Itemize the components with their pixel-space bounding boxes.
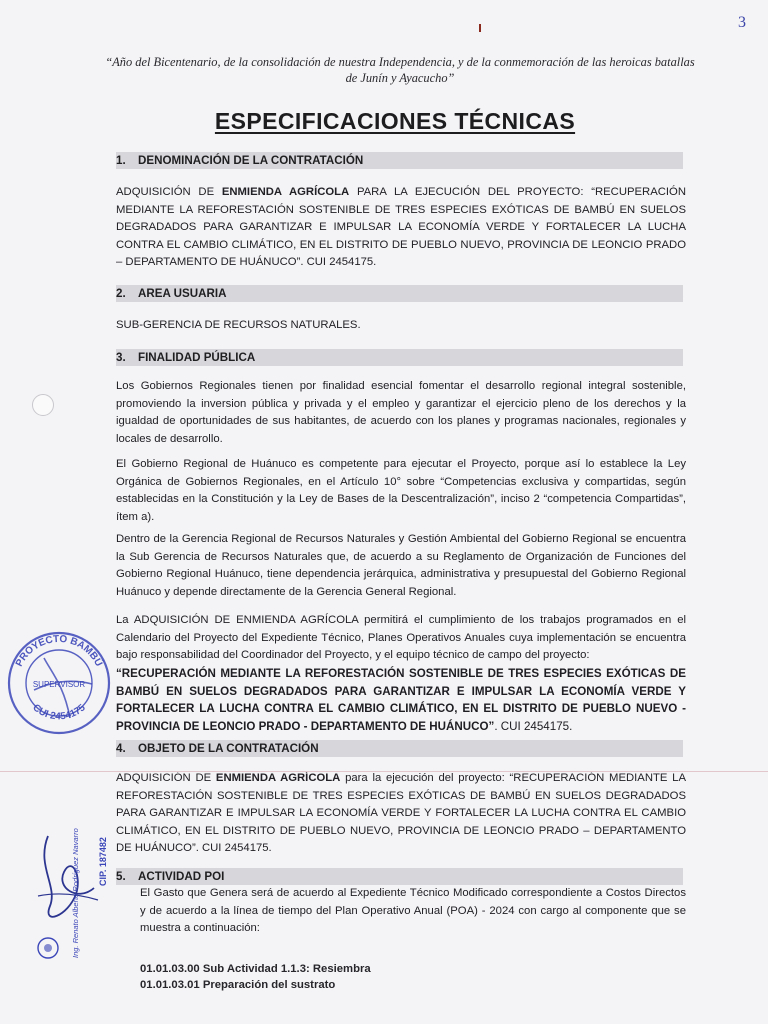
section-5-paragraph: El Gasto que Genera será de acuerdo al Expediente Técnico Modificado correspondiente a Costos Directos y de acuerdo a la línea de tiempo del Plan Operativo Anual (POA) - 2024 con cargo al componente que se muestra a continuación: xyxy=(140,887,686,935)
handwritten-page-number: 3 xyxy=(738,14,746,31)
section-number: 5. xyxy=(116,870,126,883)
svg-text:CUI 2454175 xyxy=(30,702,88,722)
section-heading-2 xyxy=(116,285,683,302)
project-name: “RECUPERACIÓN MEDIANTE LA REFORESTACIÓN SOSTENIBLE DE TRES ESPECIES EXÓTICAS DE BAMBÚ EN SUELOS DEGRADADOS PARA GARANTIZAR E IMPULSAR LA ECONOMÍA VERDE Y FORTALECER LA LUCHA CONTRA EL CAMBIO CLIMÁTICO, EN EL DISTRITO DE PUEBLO NUEVO - PROVINCIA DE LEONCIO PRADO - DEPARTAMENTO DE HUÁNUCO” xyxy=(116,667,686,733)
ink-mark xyxy=(479,24,481,32)
engineer-name: Ing. Renato Alberto Rodríguez Navarro xyxy=(71,828,80,958)
section-heading-3 xyxy=(116,349,683,366)
section-3-paragraph-1: Los Gobiernos Regionales tienen por finalidad esencial fomentar el desarrollo regional integral sostenible, promoviendo la inversion pública y privada y el empleo y garantizar el ejercicio pleno de los derechos y la igualdad de oportunidades de sus habitantes, de acuerdo con los planes y programas nacionales, regionales y locales de desarrollo. xyxy=(116,380,686,445)
section-title: ACTIVIDAD POI xyxy=(138,870,225,883)
document-title: ESPECIFICACIONES TÉCNICAS xyxy=(214,108,576,134)
stamp-ring-top: PROYECTO BAMBÚ xyxy=(13,633,105,669)
section-1-paragraph xyxy=(116,184,686,272)
budget-code-line: 01.01.03.00 Sub Actividad 1.1.3: Resiembra xyxy=(140,963,371,975)
section-number: 3. xyxy=(116,351,126,364)
budget-code-line: 01.01.03.01 Preparación del sustrato xyxy=(140,979,336,991)
engineer-signature-stamp xyxy=(28,776,120,966)
section-title: AREA USUARIA xyxy=(138,287,227,300)
project-name-bold xyxy=(116,665,686,735)
official-motto: “Año del Bicentenario, de la consolidación de nuestra Independencia, y de la conmemoración de las heroicas batallas de Junín y Ayacucho” xyxy=(105,55,695,85)
engineer-cip: CIP. 187482 xyxy=(98,837,108,886)
section-heading-4 xyxy=(116,740,683,757)
section-title: OBJETO DE LA CONTRATACIÓN xyxy=(138,742,319,755)
stamp-center-text: SUPERVISOR xyxy=(32,680,86,689)
section-3-paragraph-2: El Gobierno Regional de Huánuco es competente para ejecutar el Proyecto, porque así lo establece la Ley Orgánica de Gobiernos Regionales, en el Artículo 10° sobre “Competencias exclusiva y compartidas, según establecidas en la Constitución y la Ley de Bases de la Descentralización”, inciso 2 “competencia Compartidas”, ítem a). xyxy=(116,458,686,523)
section-heading-5 xyxy=(116,868,683,885)
project-cui: . CUI 2454175. xyxy=(494,719,573,733)
project-seal-stamp xyxy=(4,628,114,738)
text-lead: ADQUISICIÓN DE xyxy=(116,772,216,784)
section-3-paragraph-4: La ADQUISICIÓN DE ENMIENDA AGRÍCOLA permitirá el cumplimiento de los trabajos programados en el Calendario del Proyecto del Expediente Técnico, Planes Operativos Anuales cuya implementación se encuentra bajo responsabilidad del Coordinador del Proyecto, y el equipo técnico de campo del proyecto: xyxy=(116,614,686,662)
section-title: DENOMINACIÓN DE LA CONTRATACIÓN xyxy=(138,154,364,167)
section-4-paragraph xyxy=(116,770,686,858)
section-number: 4. xyxy=(116,742,126,755)
section-title: FINALIDAD PÚBLICA xyxy=(138,351,256,364)
stamp-ring-bottom: CUI 2454175 xyxy=(30,702,88,723)
section-3-paragraph-3: Dentro de la Gerencia Regional de Recursos Naturales y Gestión Ambiental del Gobierno Regional se encuentra la Sub Gerencia de Recursos Naturales que, de acuerdo a su Reglamento de Organización de Funciones del Gobierno Regional Huánuco, tiene dependencia jerárquica, administrativa y presupuestal del Gobierno Regional Huánuco y depende directamente de la Gerencia General Regional. xyxy=(116,533,686,598)
text-rest: para la ejecución del proyecto: “RECUPERACIÓN MEDIANTE LA REFORESTACIÓN SOSTENIBLE DE TRES ESPECIES EXÓTICAS DE BAMBÚ EN SUELOS DEGRADADOS PARA GARANTIZAR E IMPULSAR LA ECONOMÍA VERDE Y FORTALECER LA LUCHA CONTRA EL CAMBIO CLIMÁTICO, EN EL DISTRITO DE PUEBLO NUEVO, PROVINCIA DE LEONCIO PRADO – DEPARTAMENTO DE HUÁNUCO”. CUI 2454175. xyxy=(116,772,686,855)
text-bold: ENMIENDA AGRÍCOLA xyxy=(221,186,350,198)
svg-text:PROYECTO BAMBÚ xyxy=(14,634,106,669)
text-rest: PARA LA EJECUCIÓN DEL PROYECTO: “RECUPERACIÓN MEDIANTE LA REFORESTACIÓN SOSTENIBLE DE TRES ESPECIES EXÓTICAS DE BAMBÚ EN SUELOS DEGRADADOS PARA GARANTIZAR E IMPULSAR LA ECONOMÍA VERDE Y FORTALECER LA LUCHA CONTRA EL CAMBIO CLIMÁTICO, EN EL DISTRITO DE PUEBLO NUEVO, PROVINCIA DE LEONCIO PRADO – DEPARTAMENTO DE HUÁNUCO”. CUI 2454175. xyxy=(116,186,686,269)
section-heading-1 xyxy=(116,152,683,169)
text-lead: ADQUISICIÓN DE xyxy=(116,186,222,198)
section-2-paragraph: SUB-GERENCIA DE RECURSOS NATURALES. xyxy=(116,319,361,331)
punch-hole xyxy=(32,394,54,416)
section-number: 2. xyxy=(116,287,126,300)
text-bold: ENMIENDA AGRÍCOLA xyxy=(215,772,341,784)
fold-line xyxy=(0,771,768,772)
section-number: 1. xyxy=(116,154,126,167)
